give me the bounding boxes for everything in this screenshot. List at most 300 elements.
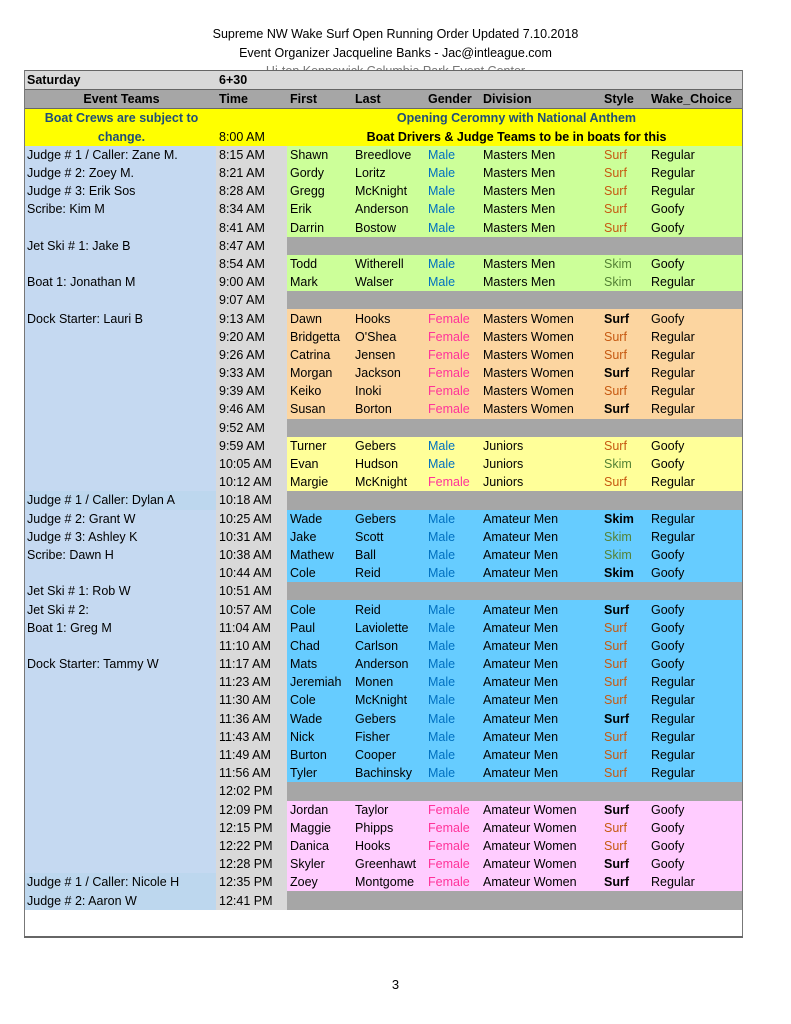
- division-cell: Amateur Men: [480, 528, 601, 546]
- division-cell: Amateur Men: [480, 564, 601, 582]
- style-cell: Surf: [601, 309, 648, 327]
- style-cell: Surf: [601, 182, 648, 200]
- gender-cell: Male: [425, 691, 480, 709]
- event-team-cell: [24, 637, 216, 655]
- last-name-cell: McKnight: [352, 473, 425, 491]
- style-cell: Surf: [601, 473, 648, 491]
- gender-cell: Male: [425, 437, 480, 455]
- gender-cell: Male: [425, 655, 480, 673]
- time-cell: 9:00 AM: [216, 273, 287, 291]
- division-cell: Amateur Men: [480, 673, 601, 691]
- opening-time: 8:00 AM: [216, 128, 287, 146]
- rider-row: [24, 764, 743, 782]
- event-team-cell: Jet Ski # 1: Jake B: [24, 237, 216, 255]
- break-cell: [287, 491, 743, 509]
- time-cell: 12:28 PM: [216, 855, 287, 873]
- gender-cell: Female: [425, 309, 480, 327]
- rider-row: [24, 855, 743, 873]
- col-header-wake-choice: Wake_Choice: [648, 90, 743, 109]
- last-name-cell: Hudson: [352, 455, 425, 473]
- event-team-cell: Scribe: Dawn H: [24, 546, 216, 564]
- time-offset: 6+30: [216, 71, 287, 90]
- style-cell: Skim: [601, 564, 648, 582]
- time-cell: 8:41 AM: [216, 219, 287, 237]
- last-name-cell: Carlson: [352, 637, 425, 655]
- event-team-cell: Judge # 2: Grant W: [24, 510, 216, 528]
- wake-choice-cell: Goofy: [648, 819, 743, 837]
- gender-cell: Male: [425, 528, 480, 546]
- event-team-cell: Judge # 3: Erik Sos: [24, 182, 216, 200]
- style-cell: Surf: [601, 855, 648, 873]
- last-name-cell: Hooks: [352, 309, 425, 327]
- style-cell: Surf: [601, 764, 648, 782]
- last-name-cell: Breedlove: [352, 146, 425, 164]
- last-name-cell: Jackson: [352, 364, 425, 382]
- style-cell: Surf: [601, 619, 648, 637]
- first-name-cell: Gordy: [287, 164, 352, 182]
- gender-cell: Male: [425, 182, 480, 200]
- style-cell: Surf: [601, 728, 648, 746]
- last-name-cell: Cooper: [352, 746, 425, 764]
- time-cell: 9:07 AM: [216, 291, 287, 309]
- first-name-cell: Catrina: [287, 346, 352, 364]
- division-cell: Masters Men: [480, 200, 601, 218]
- time-cell: 8:47 AM: [216, 237, 287, 255]
- break-row: [24, 891, 743, 909]
- wake-choice-cell: Regular: [648, 691, 743, 709]
- wake-choice-cell: Goofy: [648, 546, 743, 564]
- break-cell: [287, 782, 743, 800]
- event-team-cell: [24, 782, 216, 800]
- notice-row-2: [24, 128, 743, 146]
- rider-row: [24, 346, 743, 364]
- event-team-cell: Jet Ski # 2:: [24, 600, 216, 618]
- day-label: Saturday: [24, 71, 216, 90]
- time-cell: 10:12 AM: [216, 473, 287, 491]
- wake-choice-cell: Regular: [648, 273, 743, 291]
- style-cell: Surf: [601, 873, 648, 891]
- time-cell: 10:44 AM: [216, 564, 287, 582]
- last-name-cell: Ball: [352, 546, 425, 564]
- style-cell: Surf: [601, 364, 648, 382]
- gender-cell: Male: [425, 764, 480, 782]
- division-cell: Masters Men: [480, 182, 601, 200]
- gender-cell: Male: [425, 455, 480, 473]
- rider-row: [24, 364, 743, 382]
- event-team-cell: [24, 801, 216, 819]
- style-cell: Surf: [601, 382, 648, 400]
- gender-cell: Male: [425, 746, 480, 764]
- wake-choice-cell: Regular: [648, 728, 743, 746]
- time-cell: 8:54 AM: [216, 255, 287, 273]
- first-name-cell: Cole: [287, 564, 352, 582]
- event-team-cell: Judge # 1 / Caller: Nicole H: [24, 873, 216, 891]
- organizer-line: Event Organizer Jacqueline Banks - Jac@intleague.com: [239, 46, 552, 60]
- break-row: [24, 291, 743, 309]
- last-name-cell: Inoki: [352, 382, 425, 400]
- rider-row: [24, 710, 743, 728]
- last-name-cell: Bostow: [352, 219, 425, 237]
- wake-choice-cell: Goofy: [648, 200, 743, 218]
- division-cell: Masters Men: [480, 146, 601, 164]
- last-name-cell: Witherell: [352, 255, 425, 273]
- gender-cell: Male: [425, 619, 480, 637]
- saturday-row-filler: [287, 71, 743, 90]
- event-team-cell: Jet Ski # 1: Rob W: [24, 582, 216, 600]
- running-order-table: [24, 70, 743, 910]
- event-team-cell: [24, 473, 216, 491]
- time-cell: 10:25 AM: [216, 510, 287, 528]
- wake-choice-cell: Goofy: [648, 219, 743, 237]
- time-cell: 10:38 AM: [216, 546, 287, 564]
- style-cell: Surf: [601, 437, 648, 455]
- event-team-cell: [24, 382, 216, 400]
- col-header-gender: Gender: [425, 90, 480, 109]
- first-name-cell: Shawn: [287, 146, 352, 164]
- event-team-cell: [24, 255, 216, 273]
- gender-cell: Female: [425, 364, 480, 382]
- style-cell: Surf: [601, 146, 648, 164]
- rider-row: [24, 528, 743, 546]
- last-name-cell: Monen: [352, 673, 425, 691]
- rider-row: [24, 564, 743, 582]
- first-name-cell: Bridgetta: [287, 328, 352, 346]
- last-name-cell: O'Shea: [352, 328, 425, 346]
- style-cell: Surf: [601, 346, 648, 364]
- first-name-cell: Danica: [287, 837, 352, 855]
- rider-row: [24, 619, 743, 637]
- rider-row: [24, 473, 743, 491]
- time-cell: 11:56 AM: [216, 764, 287, 782]
- event-team-cell: [24, 691, 216, 709]
- wake-choice-cell: Regular: [648, 182, 743, 200]
- last-name-cell: Greenhawt: [352, 855, 425, 873]
- time-cell: 11:43 AM: [216, 728, 287, 746]
- last-name-cell: Anderson: [352, 655, 425, 673]
- rider-row: [24, 146, 743, 164]
- rider-row: [24, 273, 743, 291]
- time-cell: 11:49 AM: [216, 746, 287, 764]
- wake-choice-cell: Goofy: [648, 837, 743, 855]
- event-team-cell: Scribe: Kim M: [24, 200, 216, 218]
- rider-row: [24, 637, 743, 655]
- break-cell: [287, 291, 743, 309]
- division-cell: Masters Men: [480, 219, 601, 237]
- style-cell: Skim: [601, 255, 648, 273]
- wake-choice-cell: Regular: [648, 164, 743, 182]
- division-cell: Juniors: [480, 437, 601, 455]
- event-team-cell: Judge # 1 / Caller: Dylan A: [24, 491, 216, 509]
- wake-choice-cell: Goofy: [648, 855, 743, 873]
- division-cell: Amateur Men: [480, 619, 601, 637]
- gender-cell: Male: [425, 255, 480, 273]
- style-cell: Surf: [601, 400, 648, 418]
- event-team-cell: [24, 819, 216, 837]
- first-name-cell: Paul: [287, 619, 352, 637]
- rider-row: [24, 328, 743, 346]
- style-cell: Surf: [601, 655, 648, 673]
- style-cell: Surf: [601, 837, 648, 855]
- table-bottom-border: [24, 936, 743, 938]
- style-cell: Surf: [601, 746, 648, 764]
- last-name-cell: Loritz: [352, 164, 425, 182]
- rider-row: [24, 455, 743, 473]
- rider-row: [24, 182, 743, 200]
- event-team-cell: [24, 764, 216, 782]
- gender-cell: Female: [425, 382, 480, 400]
- division-cell: Amateur Men: [480, 710, 601, 728]
- first-name-cell: Mark: [287, 273, 352, 291]
- boat-crews-notice-line2: change.: [24, 128, 216, 146]
- rider-row: [24, 746, 743, 764]
- wake-choice-cell: Regular: [648, 873, 743, 891]
- wake-choice-cell: Goofy: [648, 564, 743, 582]
- wake-choice-cell: Goofy: [648, 801, 743, 819]
- style-cell: Surf: [601, 328, 648, 346]
- event-team-cell: [24, 346, 216, 364]
- gender-cell: Female: [425, 837, 480, 855]
- style-cell: Skim: [601, 546, 648, 564]
- time-cell: 12:35 PM: [216, 873, 287, 891]
- first-name-cell: Margie: [287, 473, 352, 491]
- rider-row: [24, 801, 743, 819]
- first-name-cell: Evan: [287, 455, 352, 473]
- style-cell: Surf: [601, 801, 648, 819]
- first-name-cell: Cole: [287, 691, 352, 709]
- gender-cell: Female: [425, 801, 480, 819]
- wake-choice-cell: Goofy: [648, 255, 743, 273]
- division-cell: Masters Women: [480, 328, 601, 346]
- wake-choice-cell: Goofy: [648, 655, 743, 673]
- rider-row: [24, 837, 743, 855]
- document-title: Supreme NW Wake Surf Open Running Order Updated 7.10.2018: [212, 27, 579, 41]
- wake-choice-cell: Regular: [648, 746, 743, 764]
- style-cell: Skim: [601, 510, 648, 528]
- wake-choice-cell: Goofy: [648, 455, 743, 473]
- first-name-cell: Dawn: [287, 309, 352, 327]
- wake-choice-cell: Goofy: [648, 309, 743, 327]
- wake-choice-cell: Regular: [648, 764, 743, 782]
- first-name-cell: Erik: [287, 200, 352, 218]
- time-cell: 10:18 AM: [216, 491, 287, 509]
- last-name-cell: Taylor: [352, 801, 425, 819]
- event-team-cell: [24, 328, 216, 346]
- boat-drivers-notice: Boat Drivers & Judge Teams to be in boats for this: [287, 128, 743, 146]
- gender-cell: Female: [425, 473, 480, 491]
- notice-time-spacer: [216, 109, 287, 128]
- event-team-cell: Dock Starter: Lauri B: [24, 309, 216, 327]
- gender-cell: Female: [425, 819, 480, 837]
- gender-cell: Male: [425, 146, 480, 164]
- last-name-cell: Reid: [352, 600, 425, 618]
- rider-row: [24, 600, 743, 618]
- col-header-event-teams: Event Teams: [24, 90, 216, 109]
- division-cell: Amateur Women: [480, 855, 601, 873]
- time-cell: 9:52 AM: [216, 419, 287, 437]
- col-header-time: Time: [216, 90, 287, 109]
- last-name-cell: Bachinsky: [352, 764, 425, 782]
- event-team-cell: [24, 746, 216, 764]
- event-team-cell: [24, 400, 216, 418]
- gender-cell: Female: [425, 855, 480, 873]
- first-name-cell: Jeremiah: [287, 673, 352, 691]
- division-cell: Juniors: [480, 455, 601, 473]
- time-cell: 11:36 AM: [216, 710, 287, 728]
- gender-cell: Male: [425, 600, 480, 618]
- gender-cell: Male: [425, 164, 480, 182]
- style-cell: Surf: [601, 710, 648, 728]
- rider-row: [24, 437, 743, 455]
- first-name-cell: Jordan: [287, 801, 352, 819]
- time-cell: 12:15 PM: [216, 819, 287, 837]
- event-team-cell: [24, 855, 216, 873]
- first-name-cell: Tyler: [287, 764, 352, 782]
- rider-row: [24, 873, 743, 891]
- wake-choice-cell: Regular: [648, 146, 743, 164]
- rider-row: [24, 219, 743, 237]
- style-cell: Surf: [601, 164, 648, 182]
- time-cell: 12:09 PM: [216, 801, 287, 819]
- style-cell: Surf: [601, 219, 648, 237]
- rider-row: [24, 510, 743, 528]
- division-cell: Amateur Men: [480, 637, 601, 655]
- style-cell: Surf: [601, 600, 648, 618]
- wake-choice-cell: Regular: [648, 400, 743, 418]
- gender-cell: Male: [425, 219, 480, 237]
- gender-cell: Male: [425, 510, 480, 528]
- time-cell: 9:13 AM: [216, 309, 287, 327]
- wake-choice-cell: Regular: [648, 364, 743, 382]
- event-team-cell: Judge # 2: Zoey M.: [24, 164, 216, 182]
- event-team-cell: [24, 710, 216, 728]
- break-cell: [287, 237, 743, 255]
- last-name-cell: Scott: [352, 528, 425, 546]
- break-row: [24, 491, 743, 509]
- first-name-cell: Mathew: [287, 546, 352, 564]
- col-header-style: Style: [601, 90, 648, 109]
- time-cell: 9:33 AM: [216, 364, 287, 382]
- table-right-border: [742, 70, 743, 938]
- first-name-cell: Maggie: [287, 819, 352, 837]
- break-cell: [287, 582, 743, 600]
- first-name-cell: Wade: [287, 710, 352, 728]
- rider-row: [24, 382, 743, 400]
- wake-choice-cell: Regular: [648, 510, 743, 528]
- first-name-cell: Mats: [287, 655, 352, 673]
- event-team-cell: Dock Starter: Tammy W: [24, 655, 216, 673]
- last-name-cell: Reid: [352, 564, 425, 582]
- event-team-cell: Judge # 2: Aaron W: [24, 891, 216, 909]
- break-row: [24, 419, 743, 437]
- gender-cell: Male: [425, 564, 480, 582]
- wake-choice-cell: Goofy: [648, 437, 743, 455]
- last-name-cell: Borton: [352, 400, 425, 418]
- rider-row: [24, 164, 743, 182]
- style-cell: Surf: [601, 637, 648, 655]
- wake-choice-cell: Regular: [648, 710, 743, 728]
- style-cell: Surf: [601, 819, 648, 837]
- opening-ceremony-notice: Opening Ceromny with National Anthem: [287, 109, 743, 128]
- gender-cell: Male: [425, 728, 480, 746]
- first-name-cell: Wade: [287, 510, 352, 528]
- break-row: [24, 237, 743, 255]
- event-team-cell: [24, 728, 216, 746]
- division-cell: Juniors: [480, 473, 601, 491]
- time-cell: 9:39 AM: [216, 382, 287, 400]
- rider-row: [24, 255, 743, 273]
- gender-cell: Female: [425, 328, 480, 346]
- rider-row: [24, 819, 743, 837]
- time-cell: 8:15 AM: [216, 146, 287, 164]
- time-cell: 12:41 PM: [216, 891, 287, 909]
- last-name-cell: Anderson: [352, 200, 425, 218]
- style-cell: Skim: [601, 528, 648, 546]
- division-cell: Amateur Men: [480, 691, 601, 709]
- time-cell: 10:05 AM: [216, 455, 287, 473]
- notice-row-1: [24, 109, 743, 128]
- gender-cell: Male: [425, 200, 480, 218]
- first-name-cell: Morgan: [287, 364, 352, 382]
- time-cell: 11:10 AM: [216, 637, 287, 655]
- event-team-cell: Boat 1: Jonathan M: [24, 273, 216, 291]
- division-cell: Masters Women: [480, 382, 601, 400]
- gender-cell: Female: [425, 400, 480, 418]
- style-cell: Surf: [601, 200, 648, 218]
- first-name-cell: Jake: [287, 528, 352, 546]
- event-team-cell: [24, 455, 216, 473]
- time-cell: 11:30 AM: [216, 691, 287, 709]
- wake-choice-cell: Goofy: [648, 637, 743, 655]
- gender-cell: Female: [425, 873, 480, 891]
- division-cell: Masters Men: [480, 255, 601, 273]
- event-team-cell: [24, 837, 216, 855]
- division-cell: Amateur Women: [480, 819, 601, 837]
- division-cell: Amateur Women: [480, 801, 601, 819]
- first-name-cell: Gregg: [287, 182, 352, 200]
- rider-row: [24, 691, 743, 709]
- style-cell: Surf: [601, 691, 648, 709]
- first-name-cell: Nick: [287, 728, 352, 746]
- division-cell: Amateur Women: [480, 837, 601, 855]
- event-team-cell: Judge # 1 / Caller: Zane M.: [24, 146, 216, 164]
- gender-cell: Female: [425, 346, 480, 364]
- event-team-cell: [24, 564, 216, 582]
- first-name-cell: Skyler: [287, 855, 352, 873]
- wake-choice-cell: Regular: [648, 528, 743, 546]
- last-name-cell: Gebers: [352, 510, 425, 528]
- break-row: [24, 782, 743, 800]
- wake-choice-cell: Regular: [648, 673, 743, 691]
- page-number: 3: [391, 977, 400, 992]
- last-name-cell: Laviolette: [352, 619, 425, 637]
- wake-choice-cell: Regular: [648, 382, 743, 400]
- last-name-cell: Phipps: [352, 819, 425, 837]
- division-cell: Amateur Men: [480, 655, 601, 673]
- time-cell: 10:51 AM: [216, 582, 287, 600]
- rider-row: [24, 400, 743, 418]
- division-cell: Masters Women: [480, 309, 601, 327]
- first-name-cell: Darrin: [287, 219, 352, 237]
- col-header-last: Last: [352, 90, 425, 109]
- column-header-row: [24, 90, 743, 109]
- wake-choice-cell: Regular: [648, 328, 743, 346]
- gender-cell: Male: [425, 710, 480, 728]
- last-name-cell: Jensen: [352, 346, 425, 364]
- last-name-cell: Walser: [352, 273, 425, 291]
- col-header-first: First: [287, 90, 352, 109]
- first-name-cell: Burton: [287, 746, 352, 764]
- break-row: [24, 582, 743, 600]
